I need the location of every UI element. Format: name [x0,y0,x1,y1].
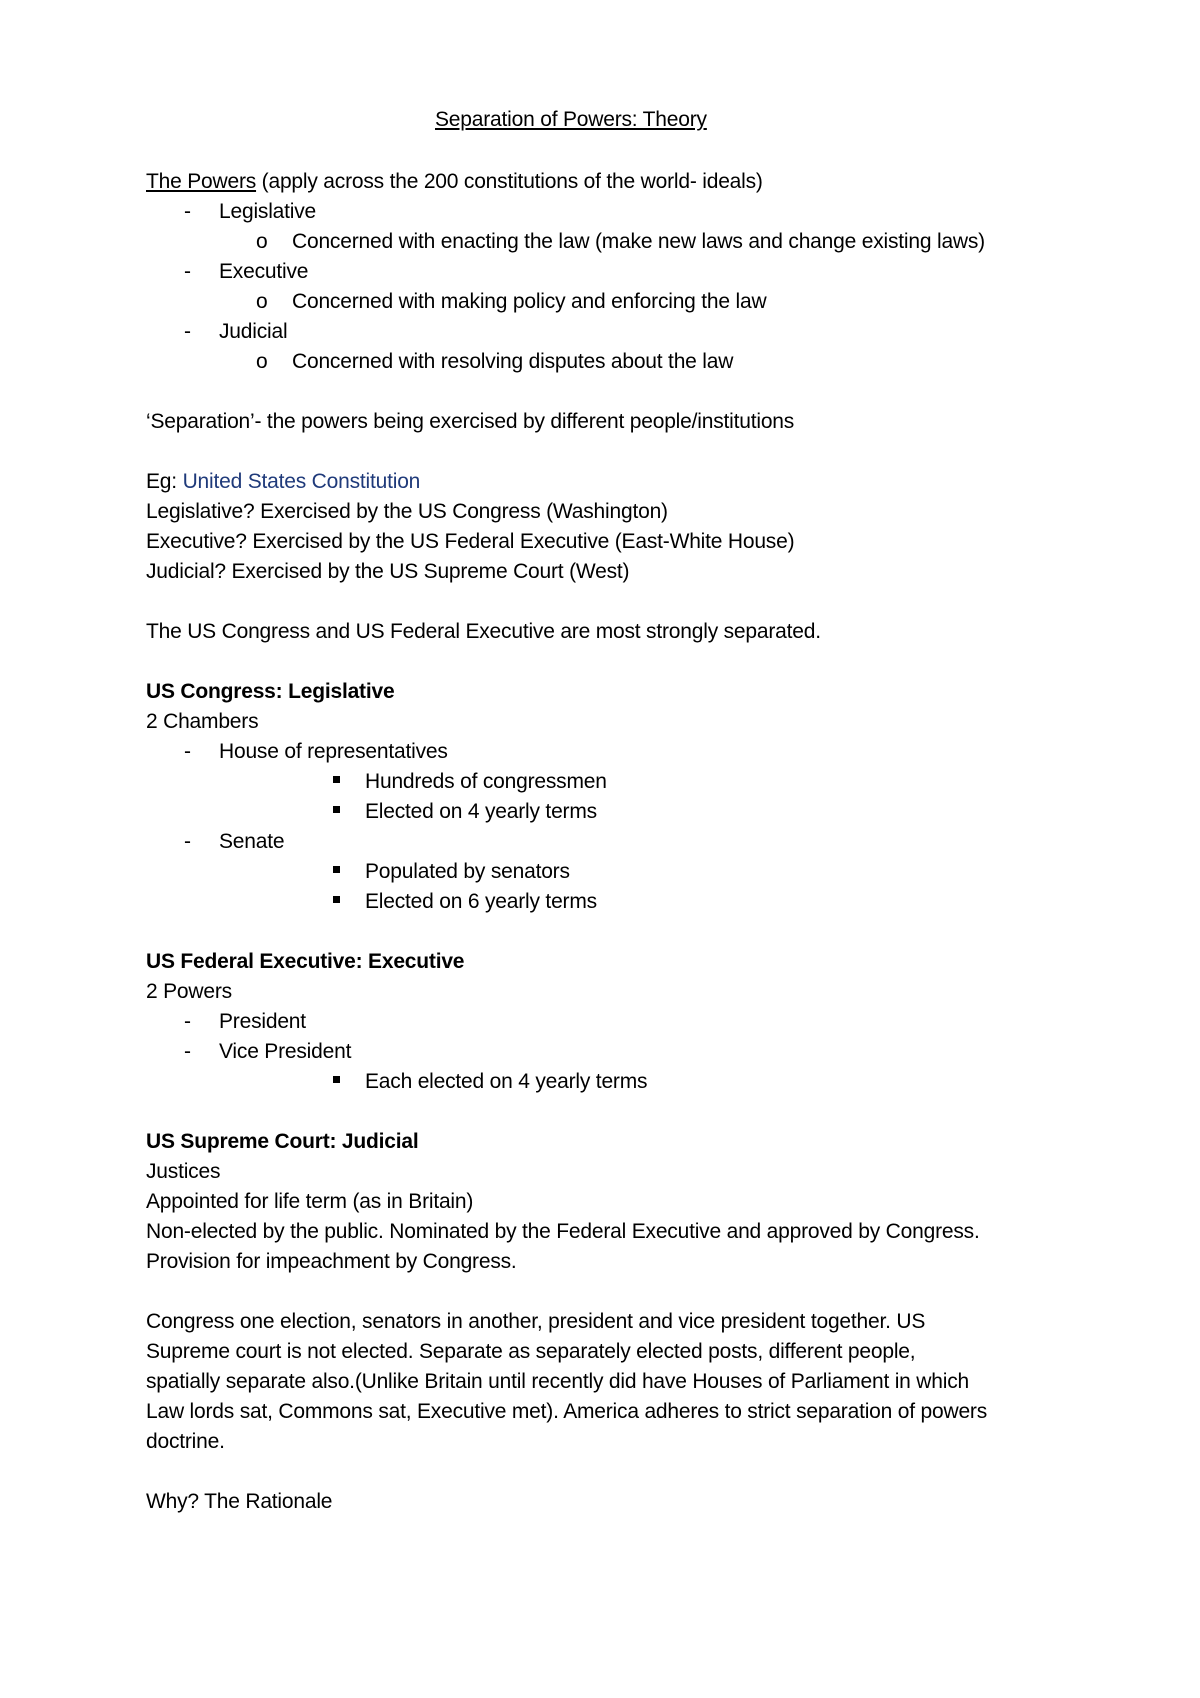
summary-line: spatially separate also.(Unlike Britain until recently did have Houses of Parliament in which [146,1370,969,1393]
court-line: Appointed for life term (as in Britain) [146,1190,474,1213]
square-bullet-icon [333,866,340,873]
example-executive: Executive? Exercised by the US Federal Executive (East-White House) [146,530,795,553]
role-president: President [219,1010,306,1033]
senate-point: Elected on 6 yearly terms [365,890,597,913]
power-desc-judicial: Concerned with resolving disputes about the law [292,350,734,373]
separation-definition: ‘Separation’- the powers being exercised by different people/institutions [146,410,795,433]
dash-bullet: - [184,1010,191,1033]
court-heading: US Supreme Court: Judicial [146,1130,419,1153]
chamber-house: House of representatives [219,740,448,763]
summary-line: Congress one election, senators in another, president and vice president together. US [146,1310,926,1333]
square-bullet-icon [333,1076,340,1083]
example-line [146,468,420,496]
court-line: Non-elected by the public. Nominated by the Federal Executive and approved by Congress. [146,1220,980,1243]
role-vice-president: Vice President [219,1040,352,1063]
square-bullet-icon [333,806,340,813]
court-line: Provision for impeachment by Congress. [146,1250,517,1273]
house-point: Hundreds of congressmen [365,770,607,793]
congress-sub: 2 Chambers [146,710,259,733]
dash-bullet: - [184,260,191,283]
dash-bullet: - [184,1040,191,1063]
house-point: Elected on 4 yearly terms [365,800,597,823]
power-desc-legislative: Concerned with enacting the law (make new laws and change existing laws) [292,230,985,253]
circle-bullet: o [256,230,268,253]
us-constitution-link[interactable]: United States Constitution [182,470,421,493]
executive-point: Each elected on 4 yearly terms [365,1070,648,1093]
rationale-line: Why? The Rationale [146,1490,333,1513]
strongly-separated-note: The US Congress and US Federal Executive are most strongly separated. [146,620,821,643]
circle-bullet: o [256,350,268,373]
page-title: Separation of Powers: Theory [435,108,707,131]
chamber-senate: Senate [219,830,285,853]
power-desc-executive: Concerned with making policy and enforcing the law [292,290,767,313]
congress-heading: US Congress: Legislative [146,680,395,703]
executive-sub: 2 Powers [146,980,232,1003]
power-name-legislative: Legislative [219,200,317,223]
summary-line: Supreme court is not elected. Separate as separately elected posts, different people, [146,1340,916,1363]
executive-heading: US Federal Executive: Executive [146,950,465,973]
powers-heading-note: (apply across the 200 constitutions of the world- ideals) [256,170,763,193]
senate-point: Populated by senators [365,860,570,883]
court-line: Justices [146,1160,221,1183]
circle-bullet: o [256,290,268,313]
powers-heading: The Powers [146,170,257,193]
square-bullet-icon [333,776,340,783]
power-name-judicial: Judicial [219,320,288,343]
example-prefix: Eg: [146,470,183,493]
example-judicial: Judicial? Exercised by the US Supreme Court (West) [146,560,630,583]
summary-line: Law lords sat, Commons sat, Executive met). America adheres to strict separation of powers [146,1400,988,1423]
power-name-executive: Executive [219,260,309,283]
powers-heading-line [146,168,763,196]
dash-bullet: - [184,740,191,763]
summary-line: doctrine. [146,1430,225,1453]
dash-bullet: - [184,200,191,223]
dash-bullet: - [184,320,191,343]
example-legislative: Legislative? Exercised by the US Congress (Washington) [146,500,668,523]
square-bullet-icon [333,896,340,903]
dash-bullet: - [184,830,191,853]
